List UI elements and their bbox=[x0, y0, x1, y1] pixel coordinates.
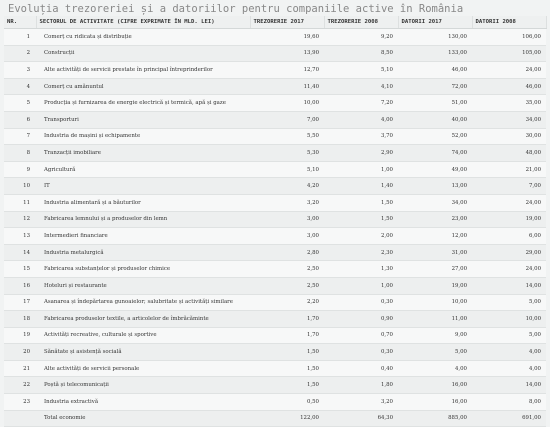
cell-trezorerie-2017: 1,50 bbox=[250, 344, 324, 361]
cell-datorii-2008: 24,00 bbox=[472, 261, 546, 278]
cell-nr: 14 bbox=[4, 244, 36, 261]
cell-datorii-2017: 40,00 bbox=[398, 111, 472, 128]
table-row bbox=[4, 277, 546, 294]
cell-trezorerie-2008: 8,50 bbox=[324, 45, 398, 62]
cell-sector: Industria alimentară și a băuturilor bbox=[36, 194, 250, 211]
data-table bbox=[4, 16, 547, 427]
cell-trezorerie-2017: 5,30 bbox=[250, 145, 324, 162]
cell-nr bbox=[4, 410, 36, 427]
cell-datorii-2008: 34,00 bbox=[472, 111, 546, 128]
cell-sector: Alte activități de servicii personale bbox=[36, 360, 250, 377]
cell-nr: 23 bbox=[4, 394, 36, 411]
cell-sector: Intermedieri financiare bbox=[36, 228, 250, 245]
cell-nr: 18 bbox=[4, 311, 36, 328]
cell-nr: 13 bbox=[4, 228, 36, 245]
cell-trezorerie-2008: 1,30 bbox=[324, 261, 398, 278]
cell-nr: 1 bbox=[4, 29, 36, 46]
cell-nr: 10 bbox=[4, 178, 36, 195]
cell-datorii-2008: 30,00 bbox=[472, 128, 546, 145]
cell-trezorerie-2008: 0,90 bbox=[324, 311, 398, 328]
column-header-trezorerie-2017[interactable]: TREZORERIE 2017 bbox=[250, 16, 324, 29]
cell-trezorerie-2008: 3,70 bbox=[324, 128, 398, 145]
table-row bbox=[4, 394, 546, 411]
cell-datorii-2008: 4,00 bbox=[472, 360, 546, 377]
cell-nr: 22 bbox=[4, 377, 36, 394]
cell-trezorerie-2017: 10,00 bbox=[250, 95, 324, 112]
cell-datorii-2017: 13,00 bbox=[398, 178, 472, 195]
cell-datorii-2017: 23,00 bbox=[398, 211, 472, 228]
table-row bbox=[4, 95, 546, 112]
cell-datorii-2008: 691,00 bbox=[472, 410, 546, 427]
cell-datorii-2017: 133,00 bbox=[398, 45, 472, 62]
cell-datorii-2008: 14,00 bbox=[472, 277, 546, 294]
cell-trezorerie-2017: 7,00 bbox=[250, 111, 324, 128]
cell-datorii-2008: 5,00 bbox=[472, 294, 546, 311]
cell-sector: Agricultură bbox=[36, 161, 250, 178]
cell-datorii-2008: 8,00 bbox=[472, 394, 546, 411]
cell-trezorerie-2017: 1,50 bbox=[250, 360, 324, 377]
cell-sector: Alte activități de servicii prestate în principal întreprinderilor bbox=[36, 62, 250, 79]
cell-trezorerie-2008: 1,00 bbox=[324, 161, 398, 178]
cell-sector: Activități recreative, culturale și sportive bbox=[36, 327, 250, 344]
cell-trezorerie-2017: 122,00 bbox=[250, 410, 324, 427]
cell-datorii-2008: 24,00 bbox=[472, 62, 546, 79]
cell-trezorerie-2017: 5,10 bbox=[250, 161, 324, 178]
cell-trezorerie-2017: 2,80 bbox=[250, 244, 324, 261]
cell-trezorerie-2017: 13,90 bbox=[250, 45, 324, 62]
cell-nr: 12 bbox=[4, 211, 36, 228]
cell-nr: 2 bbox=[4, 45, 36, 62]
table-header-row bbox=[4, 16, 546, 29]
cell-datorii-2008: 6,00 bbox=[472, 228, 546, 245]
cell-trezorerie-2008: 1,50 bbox=[324, 194, 398, 211]
cell-trezorerie-2017: 3,00 bbox=[250, 228, 324, 245]
cell-nr: 21 bbox=[4, 360, 36, 377]
table-row bbox=[4, 194, 546, 211]
cell-trezorerie-2008: 0,30 bbox=[324, 294, 398, 311]
table-row bbox=[4, 360, 546, 377]
table-row bbox=[4, 128, 546, 145]
table-row bbox=[4, 244, 546, 261]
cell-datorii-2008: 14,00 bbox=[472, 377, 546, 394]
cell-sector: Tranzacții imobiliare bbox=[36, 145, 250, 162]
cell-trezorerie-2008: 4,00 bbox=[324, 111, 398, 128]
cell-trezorerie-2017: 1,70 bbox=[250, 311, 324, 328]
cell-nr: 15 bbox=[4, 261, 36, 278]
table-row bbox=[4, 344, 546, 361]
cell-sector: Industria de mașini și echipamente bbox=[36, 128, 250, 145]
cell-datorii-2008: 105,00 bbox=[472, 45, 546, 62]
cell-datorii-2017: 27,00 bbox=[398, 261, 472, 278]
cell-trezorerie-2008: 64,30 bbox=[324, 410, 398, 427]
cell-trezorerie-2008: 9,20 bbox=[324, 29, 398, 46]
cell-trezorerie-2008: 1,50 bbox=[324, 211, 398, 228]
cell-trezorerie-2008: 3,20 bbox=[324, 394, 398, 411]
cell-sector: Transporturi bbox=[36, 111, 250, 128]
cell-nr: 11 bbox=[4, 194, 36, 211]
cell-datorii-2017: 49,00 bbox=[398, 161, 472, 178]
cell-sector: IT bbox=[36, 178, 250, 195]
cell-datorii-2008: 24,00 bbox=[472, 194, 546, 211]
cell-sector: Fabricarea produselor textile, a articolelor de îmbrăcăminte bbox=[36, 311, 250, 328]
cell-nr: 8 bbox=[4, 145, 36, 162]
table-total-row bbox=[4, 410, 546, 427]
cell-nr: 6 bbox=[4, 111, 36, 128]
cell-trezorerie-2008: 2,90 bbox=[324, 145, 398, 162]
table-row bbox=[4, 377, 546, 394]
cell-nr: 4 bbox=[4, 78, 36, 95]
cell-trezorerie-2017: 1,70 bbox=[250, 327, 324, 344]
cell-trezorerie-2017: 2,20 bbox=[250, 294, 324, 311]
table-body bbox=[4, 29, 546, 427]
cell-datorii-2017: 5,00 bbox=[398, 344, 472, 361]
cell-datorii-2008: 7,00 bbox=[472, 178, 546, 195]
cell-datorii-2017: 16,00 bbox=[398, 377, 472, 394]
cell-datorii-2017: 11,00 bbox=[398, 311, 472, 328]
cell-nr: 16 bbox=[4, 277, 36, 294]
table-row bbox=[4, 294, 546, 311]
cell-nr: 7 bbox=[4, 128, 36, 145]
cell-sector: Industria metalurgică bbox=[36, 244, 250, 261]
cell-nr: 3 bbox=[4, 62, 36, 79]
cell-sector: Construcții bbox=[36, 45, 250, 62]
table-row bbox=[4, 228, 546, 245]
cell-datorii-2008: 46,00 bbox=[472, 78, 546, 95]
cell-datorii-2008: 10,00 bbox=[472, 311, 546, 328]
column-header-datorii-2017[interactable]: DATORII 2017 bbox=[398, 16, 472, 29]
cell-datorii-2017: 34,00 bbox=[398, 194, 472, 211]
table-row bbox=[4, 145, 546, 162]
cell-trezorerie-2008: 1,00 bbox=[324, 277, 398, 294]
cell-sector: Asanarea și îndepărtarea gunoaielor; salubritate și activități similare bbox=[36, 294, 250, 311]
cell-trezorerie-2008: 0,70 bbox=[324, 327, 398, 344]
column-header-trezorerie-2008[interactable]: TREZORERIE 2008 bbox=[324, 16, 398, 29]
cell-trezorerie-2008: 1,40 bbox=[324, 178, 398, 195]
cell-sector: Hoteluri și restaurante bbox=[36, 277, 250, 294]
cell-trezorerie-2008: 2,30 bbox=[324, 244, 398, 261]
table-row bbox=[4, 111, 546, 128]
table-row bbox=[4, 311, 546, 328]
cell-nr: 5 bbox=[4, 95, 36, 112]
cell-sector: Poștă și telecomunicații bbox=[36, 377, 250, 394]
column-header-datorii-2008[interactable]: DATORII 2008 bbox=[472, 16, 546, 29]
page-title: Evoluția trezoreriei și a datoriilor pentru companiile active în România bbox=[8, 3, 464, 15]
table-row bbox=[4, 78, 546, 95]
cell-nr: 20 bbox=[4, 344, 36, 361]
cell-datorii-2017: 885,00 bbox=[398, 410, 472, 427]
cell-trezorerie-2017: 3,20 bbox=[250, 194, 324, 211]
table-row bbox=[4, 327, 546, 344]
cell-datorii-2017: 74,00 bbox=[398, 145, 472, 162]
cell-trezorerie-2008: 7,20 bbox=[324, 95, 398, 112]
cell-datorii-2017: 130,00 bbox=[398, 29, 472, 46]
cell-sector: Sănătate și asistență socială bbox=[36, 344, 250, 361]
cell-datorii-2008: 29,00 bbox=[472, 244, 546, 261]
table-row bbox=[4, 161, 546, 178]
cell-sector: Comerț cu amănuntul bbox=[36, 78, 250, 95]
cell-datorii-2017: 19,00 bbox=[398, 277, 472, 294]
cell-trezorerie-2008: 0,40 bbox=[324, 360, 398, 377]
cell-datorii-2017: 4,00 bbox=[398, 360, 472, 377]
cell-datorii-2017: 9,00 bbox=[398, 327, 472, 344]
cell-datorii-2008: 4,00 bbox=[472, 344, 546, 361]
cell-trezorerie-2017: 19,60 bbox=[250, 29, 324, 46]
column-header-nr[interactable]: NR. bbox=[4, 16, 36, 29]
cell-trezorerie-2008: 2,00 bbox=[324, 228, 398, 245]
table-row bbox=[4, 29, 546, 46]
cell-trezorerie-2017: 3,00 bbox=[250, 211, 324, 228]
table-row bbox=[4, 62, 546, 79]
cell-datorii-2017: 46,00 bbox=[398, 62, 472, 79]
cell-sector: Comerț cu ridicata și distribuție bbox=[36, 29, 250, 46]
cell-sector: Total economie bbox=[36, 410, 250, 427]
cell-datorii-2008: 48,00 bbox=[472, 145, 546, 162]
cell-trezorerie-2008: 1,80 bbox=[324, 377, 398, 394]
cell-trezorerie-2017: 11,40 bbox=[250, 78, 324, 95]
cell-nr: 17 bbox=[4, 294, 36, 311]
cell-datorii-2008: 35,00 bbox=[472, 95, 546, 112]
cell-datorii-2017: 72,00 bbox=[398, 78, 472, 95]
table-row bbox=[4, 45, 546, 62]
cell-trezorerie-2008: 5,10 bbox=[324, 62, 398, 79]
cell-datorii-2008: 19,00 bbox=[472, 211, 546, 228]
cell-sector: Producția și furnizarea de energie electrică și termică, apă și gaze bbox=[36, 95, 250, 112]
column-header-sector[interactable]: SECTORUL DE ACTIVITATE (CIFRE EXPRIMATE ÎN MLD. LEI) bbox=[36, 16, 250, 29]
cell-datorii-2017: 10,00 bbox=[398, 294, 472, 311]
cell-trezorerie-2017: 2,50 bbox=[250, 277, 324, 294]
cell-sector: Fabricarea substanțelor și produselor chimice bbox=[36, 261, 250, 278]
cell-trezorerie-2017: 12,70 bbox=[250, 62, 324, 79]
cell-trezorerie-2008: 4,10 bbox=[324, 78, 398, 95]
cell-datorii-2017: 51,00 bbox=[398, 95, 472, 112]
cell-datorii-2017: 31,00 bbox=[398, 244, 472, 261]
cell-datorii-2008: 21,00 bbox=[472, 161, 546, 178]
cell-nr: 19 bbox=[4, 327, 36, 344]
cell-datorii-2017: 16,00 bbox=[398, 394, 472, 411]
cell-sector: Industria extractivă bbox=[36, 394, 250, 411]
cell-datorii-2017: 12,00 bbox=[398, 228, 472, 245]
table-row bbox=[4, 261, 546, 278]
cell-datorii-2008: 106,00 bbox=[472, 29, 546, 46]
table-row bbox=[4, 178, 546, 195]
cell-trezorerie-2017: 0,50 bbox=[250, 394, 324, 411]
cell-nr: 9 bbox=[4, 161, 36, 178]
cell-trezorerie-2017: 2,50 bbox=[250, 261, 324, 278]
cell-trezorerie-2017: 1,50 bbox=[250, 377, 324, 394]
cell-trezorerie-2017: 4,20 bbox=[250, 178, 324, 195]
cell-trezorerie-2017: 5,50 bbox=[250, 128, 324, 145]
cell-datorii-2008: 5,00 bbox=[472, 327, 546, 344]
cell-datorii-2017: 52,00 bbox=[398, 128, 472, 145]
table-row bbox=[4, 211, 546, 228]
cell-sector: Fabricarea lemnului și a produselor din lemn bbox=[36, 211, 250, 228]
cell-trezorerie-2008: 0,30 bbox=[324, 344, 398, 361]
